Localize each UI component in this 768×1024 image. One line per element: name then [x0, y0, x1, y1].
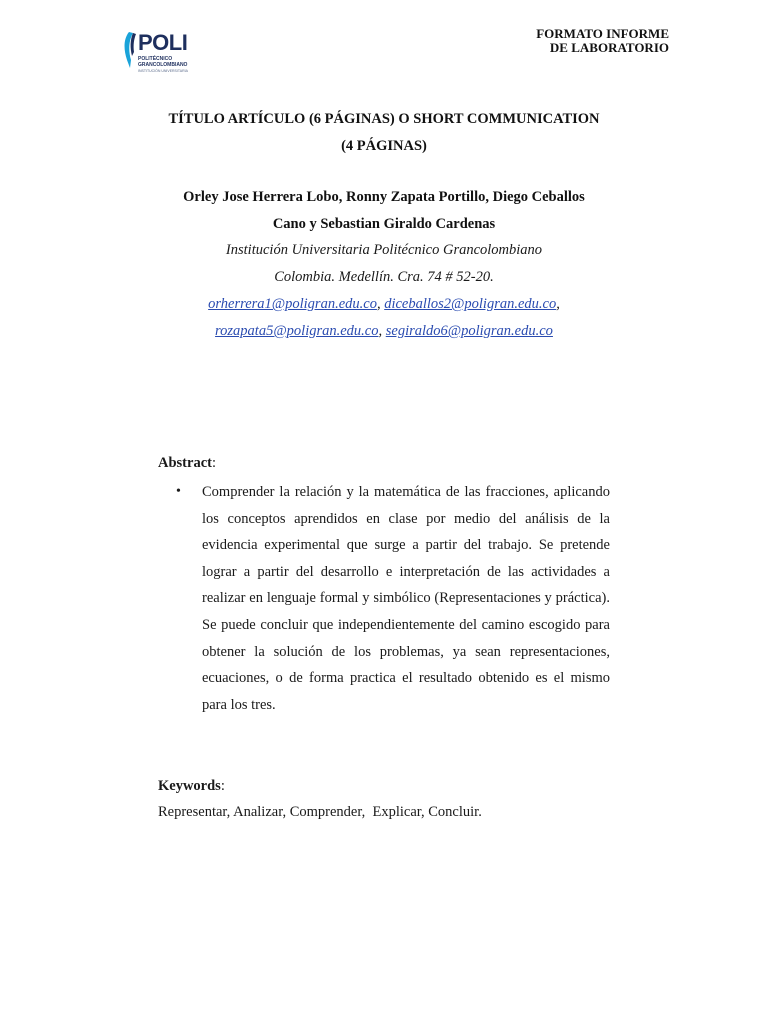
- email-line-2: [120, 318, 648, 345]
- keywords-heading: [158, 776, 225, 796]
- doc-type-line-2: DE LABORATORIO: [549, 40, 669, 55]
- poli-logo: [122, 30, 192, 72]
- abstract-heading-label: Abstract: [158, 455, 212, 471]
- abstract-heading: [158, 453, 216, 473]
- abstract-heading-colon: :: [211, 455, 216, 471]
- title-line-1: TÍTULO ARTÍCULO (6 PÁGINAS) O SHORT COMMUNICATION: [168, 111, 600, 127]
- email-separator: ,: [556, 296, 560, 312]
- doc-type-line-1: FORMATO INFORME: [536, 26, 669, 41]
- logo-line-3: INSTITUCIÓN UNIVERSITARIA: [138, 69, 188, 73]
- author-list: [120, 184, 648, 238]
- keywords-text: Representar, Analizar, Comprender, Explicar, Concluir.: [158, 804, 482, 820]
- title-line-2: (4 PÁGINAS): [341, 138, 427, 154]
- keywords-heading-colon: :: [220, 778, 225, 794]
- email-link[interactable]: diceballos2@poligran.edu.co: [384, 296, 557, 312]
- logo-line-2: GRANCOLOMBIANO: [138, 62, 188, 68]
- bullet-icon: •: [176, 484, 181, 499]
- email-separator: ,: [376, 296, 381, 312]
- authors-line-1: Orley Jose Herrera Lobo, Ronny Zapata Portillo, Diego Ceballos: [183, 189, 585, 205]
- email-link[interactable]: orherrera1@poligran.edu.co: [208, 296, 377, 312]
- logo-wordmark: POLI: [138, 30, 188, 55]
- abstract-text: Comprender la relación y la matemática de las fracciones, aplicando los conceptos aprendidos en clase por medio del análisis de la evidencia experimental que surge a partir del trabajo. Se pretende lograr a partir del desarrollo e interpretación de las actividades a realizar en lenguaje formal y simbólico (Representaciones y práctica). Se puede concluir que independientemente del camino escogido para obtener la solución de los problemas, ya sean representaciones, ecuaciones, o de forma practica el resultado obtenido es el mismo para los tres.: [202, 484, 610, 713]
- institution-name: Institución Universitaria Politécnico Grancolombiano: [225, 242, 543, 258]
- document-type-label: [536, 27, 669, 55]
- email-link[interactable]: rozapata5@poligran.edu.co: [215, 323, 379, 339]
- email-line-1: [120, 291, 648, 318]
- logo-mark-icon: [122, 30, 138, 72]
- article-title: [120, 106, 648, 160]
- affiliation-block: [120, 237, 648, 345]
- authors-line-2: Cano y Sebastian Giraldo Cardenas: [272, 216, 496, 232]
- institution-address: Colombia. Medellín. Cra. 74 # 52-20.: [274, 269, 494, 285]
- email-link[interactable]: segiraldo6@poligran.edu.co: [385, 323, 553, 339]
- keywords-heading-label: Keywords: [158, 778, 221, 794]
- email-separator: ,: [378, 323, 383, 339]
- logo-line-1: POLITÉCNICO: [138, 56, 173, 62]
